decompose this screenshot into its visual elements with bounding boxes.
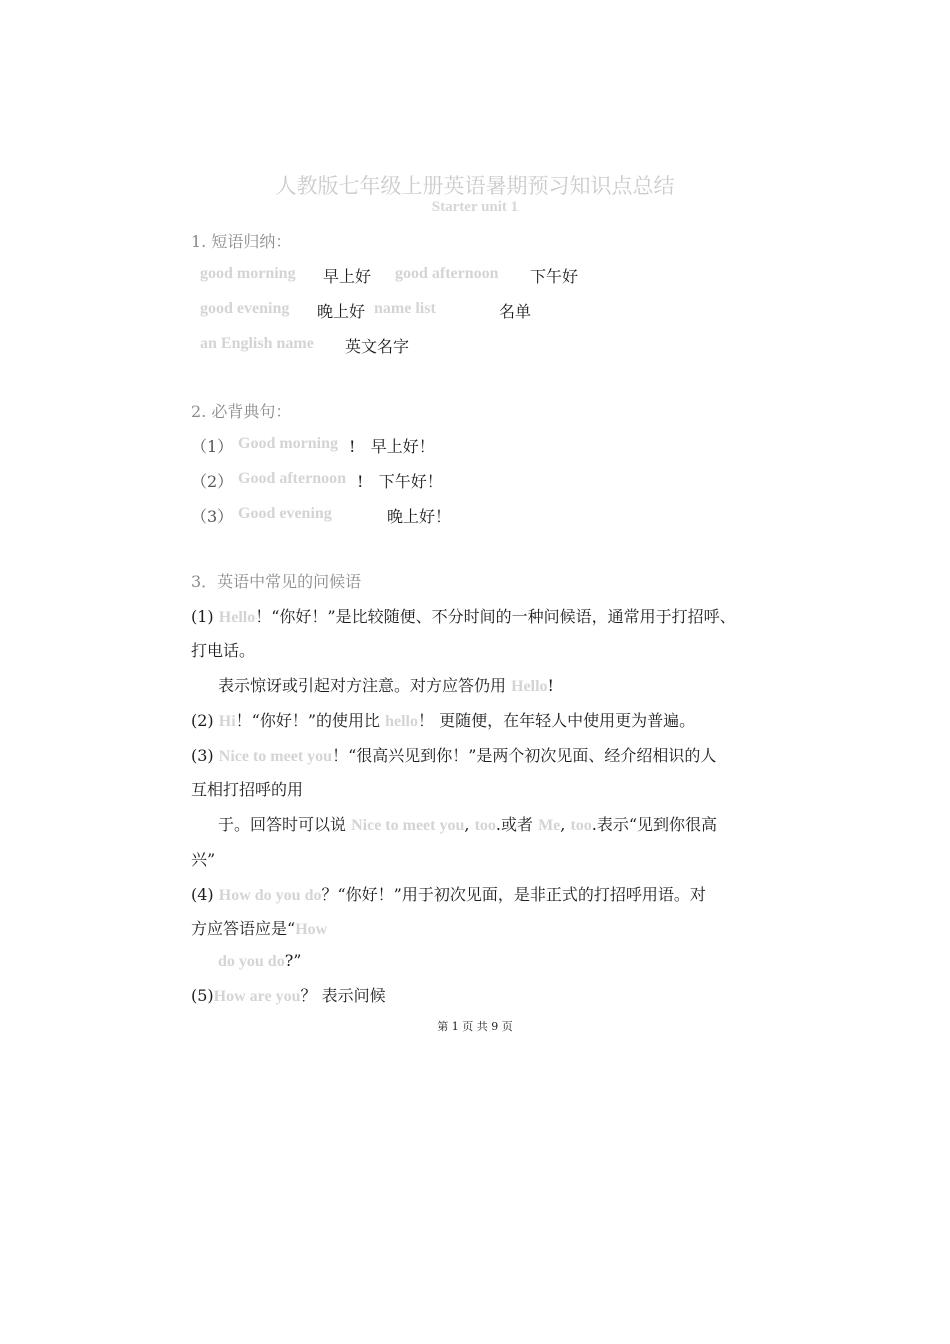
section1-heading: 1. 短语归纳： <box>191 232 292 251</box>
item-text: ！“你好！”是比较随便、不分时间的一种问候语，通常用于打招呼、 <box>255 607 736 626</box>
item-line <box>191 743 716 766</box>
phrase-en: an English name <box>200 335 314 352</box>
item-number: (1) <box>191 607 214 626</box>
sentence-en: Good morning <box>238 435 339 452</box>
item-en: Nice to meet you <box>351 817 465 834</box>
document-subtitle: Starter unit 1 <box>431 199 519 215</box>
item-text: ！“你好！”的使用比 <box>235 711 386 730</box>
item-text: .或者 <box>495 815 539 834</box>
item-en: How <box>295 921 328 938</box>
sentence-en: Good afternoon <box>238 470 346 487</box>
sentence-zh: ! 下午好！ <box>357 472 443 491</box>
sentence-zh: 晚上好！ <box>387 507 452 526</box>
phrase-zh: 名单 <box>499 302 532 321</box>
item-text: ?” <box>284 951 302 970</box>
item-en: Hi <box>218 713 236 730</box>
sentence-number: （2） <box>191 472 234 491</box>
item-number: (3) <box>191 746 214 765</box>
item-text: 表示惊讶或引起对方注意。对方应答仍用 <box>218 676 512 695</box>
item-line: 互相打招呼的用 <box>191 780 304 799</box>
phrase-zh: 英文名字 <box>345 337 410 356</box>
item-en: How are you <box>213 988 301 1005</box>
item-line: 兴” <box>191 850 216 869</box>
item-line <box>191 983 386 1006</box>
item-en: too <box>474 817 496 834</box>
item-text: ？“你好！”用于初次见面，是非正式的打招呼用语。对 <box>321 885 706 904</box>
sentence-en: Good evening <box>238 505 332 522</box>
sentence-number: （3） <box>191 507 234 526</box>
item-text: , <box>464 815 475 834</box>
item-text: ! <box>547 676 554 695</box>
item-en: Hello <box>511 678 548 695</box>
item-text: 于。回答时可以说 <box>218 815 352 834</box>
phrase-zh: 下午好 <box>530 267 579 286</box>
item-text: ！“很高兴见到你！”是两个初次见面、经介绍相识的人 <box>332 746 717 765</box>
item-en: How do you do <box>218 887 322 904</box>
item-en: too <box>570 817 592 834</box>
item-line <box>218 812 717 835</box>
item-number: (5) <box>191 986 214 1005</box>
item-line <box>218 673 554 696</box>
phrase-zh: 早上好 <box>323 267 372 286</box>
item-text: 方应答语应是“ <box>191 919 296 938</box>
item-line: 打电话。 <box>191 641 256 660</box>
section2-heading: 2. 必背典句： <box>191 402 292 421</box>
item-line <box>218 951 301 971</box>
item-line <box>191 604 736 627</box>
item-text: , <box>560 815 571 834</box>
item-en: Me <box>538 817 561 834</box>
item-en: Nice to meet you <box>218 748 333 765</box>
item-text: ？ 表示问候 <box>300 986 386 1005</box>
item-line <box>191 916 327 939</box>
item-en: Hello <box>218 609 256 626</box>
document-title: 人教版七年级上册英语暑期预习知识点总结 <box>275 174 675 198</box>
item-text: ！ 更随便，在年轻人中使用更为普遍。 <box>418 711 696 730</box>
item-en: hello <box>385 713 418 730</box>
sentence-number: （1） <box>191 437 234 456</box>
phrase-en: good morning <box>200 265 296 282</box>
phrase-en: good evening <box>200 300 290 317</box>
phrase-en: name list <box>374 300 436 317</box>
sentence-zh: ! 早上好！ <box>349 437 435 456</box>
item-line <box>191 708 695 731</box>
section3-heading: 3．英语中常见的问候语 <box>191 572 362 591</box>
item-text: .表示“见到你很高 <box>591 815 718 834</box>
phrase-en: good afternoon <box>395 265 499 282</box>
item-number: (2) <box>191 711 214 730</box>
item-number: (4) <box>191 885 214 904</box>
item-line <box>191 882 706 905</box>
page-footer: 第 1 页 共 9 页 <box>437 1020 513 1033</box>
item-en: do you do <box>218 953 285 970</box>
phrase-zh: 晚上好 <box>317 302 366 321</box>
